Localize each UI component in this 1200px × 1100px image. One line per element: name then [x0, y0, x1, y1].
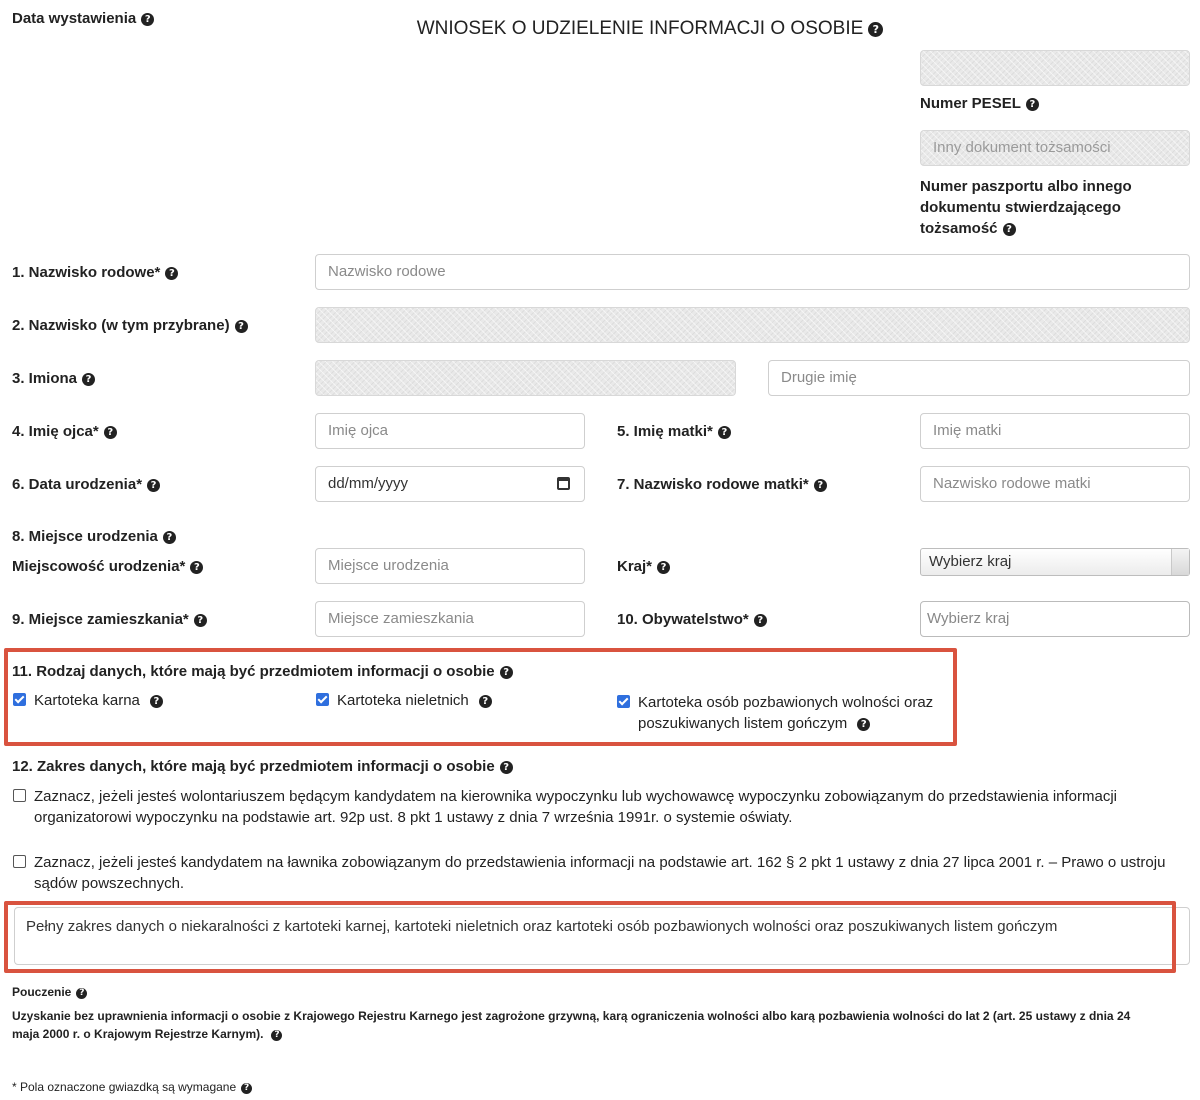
help-icon[interactable]: ?	[500, 666, 513, 679]
birth-city-label: Miejscowość urodzenia* ?	[12, 558, 203, 575]
birth-date-input[interactable]: dd/mm/yyyy	[315, 466, 585, 502]
second-name-input[interactable]: Drugie imię	[768, 360, 1190, 396]
field-5-label: 5. Imię matki* ?	[617, 423, 731, 440]
birth-city-input[interactable]: Miejsce urodzenia	[315, 548, 585, 584]
help-icon[interactable]: ?	[82, 373, 95, 386]
other-document-input[interactable]: Inny dokument tożsamości	[920, 130, 1190, 166]
help-icon[interactable]: ?	[163, 531, 176, 544]
option-prisoners-wanted-record[interactable]: Kartoteka osób pozbawionych wolności oraz poszukiwanych listem gończym ?	[617, 692, 933, 734]
field-7-label: 7. Nazwisko rodowe matki* ?	[617, 476, 827, 493]
help-icon[interactable]: ?	[150, 695, 163, 708]
field-3-label: 3. Imiona ?	[12, 370, 95, 387]
help-icon[interactable]: ?	[165, 267, 178, 280]
date-label: Data wystawienia ?	[12, 10, 154, 27]
help-icon[interactable]: ?	[1003, 223, 1016, 236]
scope-highlight	[4, 901, 1176, 973]
option-criminal-record[interactable]: Kartoteka karna ?	[13, 692, 163, 709]
help-icon[interactable]: ?	[500, 761, 513, 774]
field-1-label: 1. Nazwisko rodowe* ?	[12, 264, 178, 281]
section-12-title: 12. Zakres danych, które mają być przedmiotem informacji o osobie ?	[12, 758, 513, 775]
option-juvenile-record[interactable]: Kartoteka nieletnich ?	[316, 692, 492, 709]
pesel-input[interactable]	[920, 50, 1190, 86]
maiden-name-input[interactable]: Nazwisko rodowe	[315, 254, 1190, 290]
help-icon[interactable]: ?	[754, 614, 767, 627]
checkbox-icon[interactable]	[13, 789, 26, 802]
help-icon[interactable]: ?	[814, 479, 827, 492]
chevron-down-icon[interactable]	[1171, 549, 1189, 575]
father-name-input[interactable]: Imię ojca	[315, 413, 585, 449]
help-icon[interactable]: ?	[141, 13, 154, 26]
pesel-label: Numer PESEL ?	[920, 95, 1039, 112]
checkbox-icon[interactable]	[316, 693, 329, 706]
help-icon[interactable]: ?	[194, 614, 207, 627]
help-icon[interactable]: ?	[76, 988, 87, 999]
checkbox-icon[interactable]	[13, 693, 26, 706]
scope-textarea[interactable]: Pełny zakres danych o niekaralności z kartoteki karnej, kartoteki nieletnich oraz kartoteki osób pozbawionych wolności oraz poszukiwanych listem gończym	[26, 918, 1058, 935]
field-8-label: 8. Miejsce urodzenia ?	[12, 528, 176, 545]
help-icon[interactable]: ?	[104, 426, 117, 439]
help-icon[interactable]: ?	[235, 320, 248, 333]
birth-country-label: Kraj* ?	[617, 558, 670, 575]
option-volunteer[interactable]: Zaznacz, jeżeli jesteś wolontariuszem będącym kandydatem na kierownika wypoczynku lub wychowawcę wypoczynku zobowiązanym do przedstawienia informacji organizatorowi wypoczynku na podstawie art. 92p ust. 8 pkt 1 ustawy z dnia 7 września 1991r. o systemie oświaty.	[13, 786, 1117, 828]
help-icon[interactable]: ?	[241, 1083, 252, 1094]
help-icon[interactable]: ?	[1026, 98, 1039, 111]
mother-maiden-name-input[interactable]: Nazwisko rodowe matki	[920, 466, 1190, 502]
notice-text: Uzyskanie bez uprawnienia informacji o osobie z Krajowego Rejestru Karnego jest zagrożone grzywną, karą ograniczenia wolności albo karą pozbawienia wolności do lat 2 (art. 25 ustawy z dnia 24 maja 2000 r. o Krajowym Rejestrze Karnym). ?	[12, 1009, 1131, 1041]
help-icon[interactable]: ?	[147, 479, 160, 492]
help-icon[interactable]: ?	[718, 426, 731, 439]
checkbox-icon[interactable]	[13, 855, 26, 868]
field-9-label: 9. Miejsce zamieszkania* ?	[12, 611, 207, 628]
residence-input[interactable]: Miejsce zamieszkania	[315, 601, 585, 637]
first-name-input[interactable]	[315, 360, 736, 396]
section-11-title: 11. Rodzaj danych, które mają być przedmiotem informacji o osobie ?	[12, 663, 513, 680]
field-4-label: 4. Imię ojca* ?	[12, 423, 117, 440]
notice-label: Pouczenie ?	[12, 985, 87, 999]
field-10-label: 10. Obywatelstwo* ?	[617, 611, 767, 628]
help-icon[interactable]: ?	[857, 718, 870, 731]
help-icon[interactable]: ?	[271, 1030, 282, 1041]
surname-input[interactable]	[315, 307, 1190, 343]
option-lay-judge[interactable]: Zaznacz, jeżeli jesteś kandydatem na ławnika zobowiązanym do przedstawienia informacji na podstawie art. 162 § 2 pkt 1 ustawy z dnia 27 lipca 2001 r. – Prawo o ustroju sądów powszechnych.	[13, 852, 1165, 894]
citizenship-select[interactable]: Wybierz kraj	[920, 601, 1190, 637]
field-2-label: 2. Nazwisko (w tym przybrane) ?	[12, 317, 248, 334]
mother-name-input[interactable]: Imię matki	[920, 413, 1190, 449]
page-title: WNIOSEK O UDZIELENIE INFORMACJI O OSOBIE ?	[0, 18, 1200, 40]
other-document-label: Numer paszportu albo innego dokumentu stwierdzającego tożsamość ?	[920, 178, 1132, 237]
help-icon[interactable]: ?	[479, 695, 492, 708]
required-note: * Pola oznaczone gwiazdką są wymagane ?	[12, 1080, 252, 1094]
birth-country-select[interactable]: Wybierz kraj	[920, 548, 1190, 576]
help-icon[interactable]: ?	[190, 561, 203, 574]
checkbox-icon[interactable]	[617, 695, 630, 708]
help-icon[interactable]: ?	[657, 561, 670, 574]
field-6-label: 6. Data urodzenia* ?	[12, 476, 160, 493]
help-icon[interactable]: ?	[868, 22, 883, 37]
calendar-icon[interactable]	[557, 477, 570, 490]
